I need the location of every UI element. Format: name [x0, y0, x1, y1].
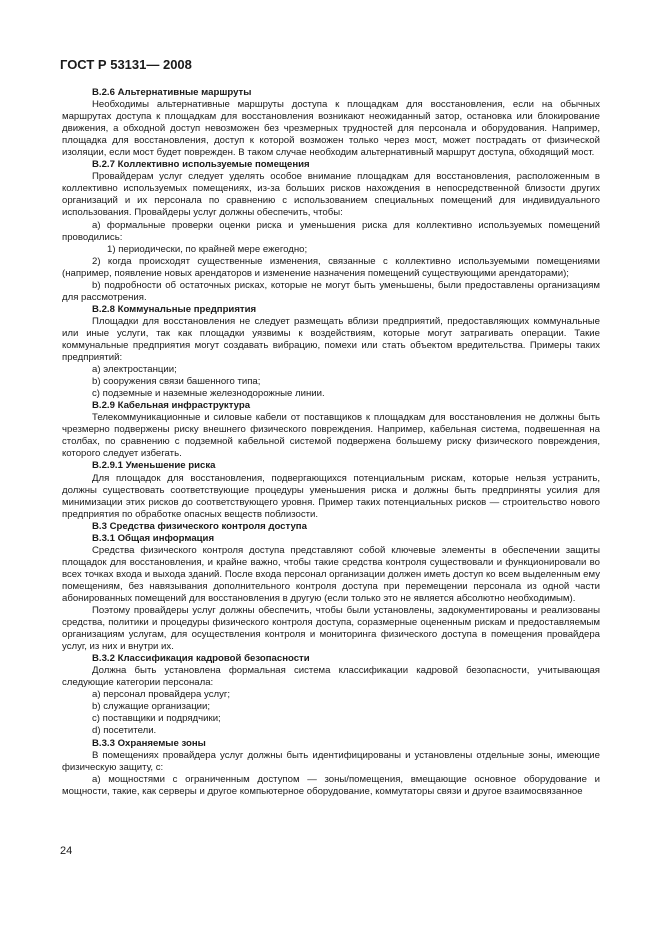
paragraph: Необходимы альтернативные маршруты доступа к площадкам для восстановления, если на обычных маршрутах доступа к площадкам для восстановления возникают неожиданный затор, остановка или блокирование движения, а обходной доступ невозможен без чрезмерных трудностей для персонала и оборудования. Например, площадка для восстановления, доступ к которой возможен только через мост, может пострадать от физической изоляции, если мост будет поврежден. В таком случае необходим альтернативный маршрут доступа, обходящий мост. [62, 99, 600, 159]
list-item: а) персонал провайдера услуг; [92, 689, 231, 701]
paragraph: Средства физического контроля доступа представляют собой ключевые элементы в обеспечении защиты площадок для восстановления, и крайне важно, чтобы такие средства контроля существовали и функционировали во всех точках входа и выхода зданий. После входа персонал организации должен иметь доступ ко всем выделенным ему помещениям, без навязывания дополнительного контроля доступа при перемещении персонала из одной части абонированных помещений для восстановления в другую (если только это не является абсолютно необходимым). [62, 544, 600, 604]
page-number: 24 [60, 845, 73, 857]
paragraph: 2) когда происходят существенные изменения, связанные с коллективно используемыми помещениями (например, появление новых арендаторов и изменение назначения помещений существующими арендаторами); [62, 255, 600, 279]
paragraph: Телекоммуникационные и силовые кабели от поставщиков к площадкам для восстановления не должны быть чрезмерно подвержены риску внешнего физического повреждения. Например, кабельная система, подвешенная на столбах, по сравнению с подземной кабельной системой подвержена большему риску физического повреждения, которого следует избегать. [62, 412, 600, 460]
section-heading: В.3.3 Охраняемые зоны [92, 737, 206, 749]
list-item: с) подземные и наземные железнодорожные линии. [92, 388, 325, 400]
document-header: ГОСТ Р 53131— 2008 [60, 57, 192, 72]
paragraph: Площадки для восстановления не следует размещать вблизи предприятий, предоставляющих коммунальные или иные услуги, так как площадки уязвимы к воздействиям, которые могут затрагивать операции. Такие коммунальные предприятия могут создавать вибрацию, помехи или стать объектом вредительства. Примеры таких предприятий: [62, 315, 600, 364]
section-heading: В.2.9 Кабельная инфраструктура [92, 400, 251, 412]
section-heading: В.2.8 Коммунальные предприятия [92, 303, 257, 315]
section-heading: В.3.1 Общая информация [92, 532, 215, 544]
paragraph: Для площадок для восстановления, подвергающихся потенциальным рискам, которые нельзя устранить, должны существовать соответствующие процедуры уменьшения риска и должны быть предприняты усилия для минимизации этих рисков до соответствующего уровня. Пример таких потенциальных рисков — строительство нового предприятия по обработке опасных веществ поблизости. [62, 472, 600, 520]
list-item: b) служащие организации; [92, 701, 211, 713]
paragraph: Поэтому провайдеры услуг должны обеспечить, чтобы были установлены, задокументированы и реализованы средства, политики и процедуры физического контроля доступа, соразмерные оцененным рискам и предоставляемым организациям услугам, для осуществления контроля и мониторинга физического доступа в помещения провайдера услуг, из них и внутри их. [62, 605, 600, 653]
section-heading: В.3.2 Классификация кадровой безопасности [92, 653, 310, 665]
paragraph: Должна быть установлена формальная система классификации кадровой безопасности, учитывающая следующие категории персонала: [62, 665, 600, 689]
section-heading: В.2.7 Коллективно используемые помещения [92, 159, 310, 171]
paragraph: а) формальные проверки оценки риска и уменьшения риска для коллективно используемых помещений проводились: [62, 219, 600, 243]
section-heading: В.3 Средства физического контроля доступа [92, 520, 307, 532]
paragraph: а) мощностями с ограниченным доступом — зоны/помещения, вмещающие основное оборудование и мощности, такие, как серверы и другое компьютерное оборудование, коммутаторы связи и другое взаимосвязанное [62, 773, 600, 797]
section-heading: В.2.9.1 Уменьшение риска [92, 460, 216, 472]
list-item: b) подробности об остаточных рисках, которые не могут быть уменьшены, были предоставлены организациям для рассмотрения. [62, 279, 600, 303]
list-item: b) сооружения связи башенного типа; [92, 376, 261, 388]
paragraph: Провайдерам услуг следует уделять особое внимание площадкам для восстановления, расположенным в коллективно используемых помещениях, из-за больших рисков нахождения в непосредственной близости других организаций и их персонала по сравнению с использованием специальных помещений для индивидуального использования. Провайдеры услуг должны обеспечить, чтобы: [62, 171, 600, 219]
section-heading: В.2.6 Альтернативные маршруты [92, 87, 252, 98]
list-item: а) электростанции; [92, 364, 177, 376]
list-item: с) поставщики и подрядчики; [92, 713, 221, 725]
list-item: 1) периодически, по крайней мере ежегодно; [107, 243, 308, 255]
paragraph: В помещениях провайдера услуг должны быть идентифицированы и установлены отдельные зоны, имеющие физическую защиту, с: [62, 749, 600, 773]
document-body [62, 87, 600, 798]
list-item: d) посетители. [92, 725, 157, 737]
